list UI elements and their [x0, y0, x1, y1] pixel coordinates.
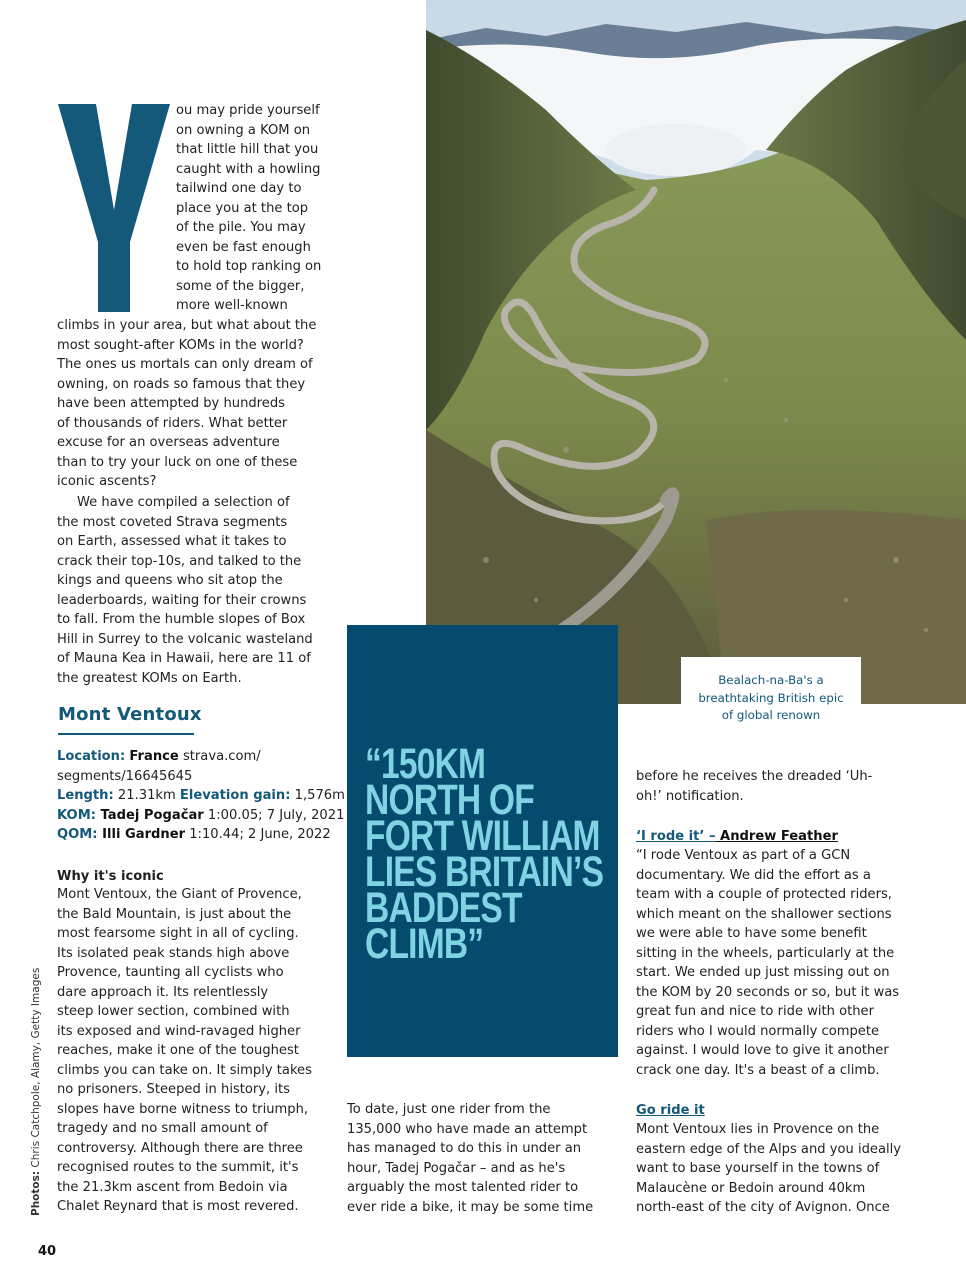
pull-quote: “150KM NORTH OF FORT WILLIAM LIES BRITAIN’S BADDEST CLIMB”	[365, 740, 604, 968]
qom-line: QOM: Illi Gardner 1:10.44; 2 June, 2022	[57, 827, 331, 842]
go-ride-it-text: Mont Ventoux lies in Provence on the eastern edge of the Alps and you ideally want to base yourself in the towns of Malaucène or Bedoin around 40km north-east of the city of Avignon. Once	[636, 1122, 901, 1215]
photo-credit: Photos: Chris Catchpole, Alamy, Getty Images	[30, 967, 42, 1216]
location-line: Location: France strava.com/	[57, 749, 261, 764]
column-2-text: To date, just one rider from the 135,000 who have made an attempt has managed to do this in under an hour, Tadej Pogačar – and as he's arguably the most talented rider to ever ride a bike, it may be some time	[347, 1102, 594, 1215]
intro-paragraph-2: We have compiled a selection of the most coveted Strava segments on Earth, assessed what it takes to crack their top-10s, and talked to the kings and queens who sit atop the leaderboards, waiting for their crowns to fall. From the humble slopes of Box Hill in Surrey to the volcanic wasteland of Mauna Kea in Hawaii, here are 11 of the greatest KOMs on Earth.	[57, 495, 313, 686]
intro-paragraph-top: ou may pride yourself on owning a KOM on that little hill that you caught with a howling tailwind one day to place you at the top of the pile. You may even be fast enough to hold top ranking on some of the bigger, more well-known	[176, 103, 322, 313]
why-iconic-text: Mont Ventoux, the Giant of Provence, the Bald Mountain, is just about the most fearsome sight in all of cycling. Its isolated peak stands high above Provence, taunting all cyclists who dare approach it. Its relentlessly steep lower section, combined with its exposed and wind-ravaged higher reaches, make it one of the toughest climbs you can take on. It simply takes no prisoners. Steeped in history, its slopes have borne witness to triumph, tragedy and no small amount of controversy. Although there are three recognised routes to the summit, it's the 21.3km ascent from Bedoin via Chalet Reynard that is most revered.	[57, 887, 312, 1214]
photo-caption: Bealach-na-Ba's a breathtaking British epic of global renown	[698, 673, 844, 722]
heading-underline	[58, 733, 194, 735]
column-3-continued-text: before he receives the dreaded ‘Uh- oh!’ notification.	[636, 769, 873, 804]
i-rode-it-heading: ‘I rode it’ – Andrew Feather	[636, 829, 838, 844]
kom-line: KOM: Tadej Pogačar 1:00.05; 7 July, 2021	[57, 807, 345, 823]
i-rode-it-text: “I rode Ventoux as part of a GCN documentary. We did the effort as a team with a couple of protected riders, which meant on the shallower sections we were able to have some benefit sitting in the wheels, particularly at the start. We ended up just missing out on the KOM by 20 seconds or so, but it was great fun and nice to ride with other riders who I would normally compete against. I would love to give it another crack one day. It's a beast of a climb.	[636, 848, 900, 1078]
intro-paragraph-rest: climbs in your area, but what about the most sought-after KOMs in the world? The ones us mortals can only dream of owning, on roads so famous that they have been attempted by hundreds of thousands of riders. What better excuse for an overseas adventure than to try your luck on one of these iconic ascents?	[57, 318, 317, 489]
section-heading: Mont Ventoux	[58, 704, 202, 725]
length-line: Length: 21.31km Elevation gain: 1,576m	[57, 788, 345, 803]
drop-cap	[58, 92, 170, 322]
why-iconic-heading: Why it's iconic	[57, 869, 164, 884]
segment-facts: Location: France strava.com/ segments/16645645 Length: 21.31km Elevation gain: 1,576m KOM: Tadej Pogačar 1:00.05; 7 July, 2021 QOM: Illi Gardner 1:10.44; 2 June, 2022	[57, 747, 347, 845]
mountain-road-photo	[426, 0, 966, 704]
page-number: 40	[38, 1244, 57, 1259]
go-ride-it-heading: Go ride it	[636, 1103, 705, 1118]
